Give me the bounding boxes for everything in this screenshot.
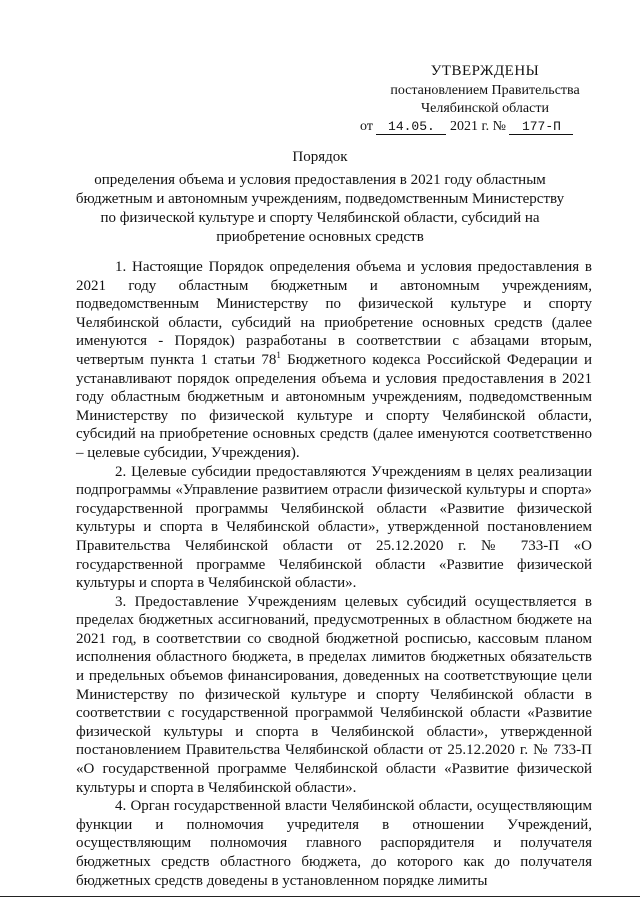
document-title (70, 148, 570, 247)
title-text: определения объема и условия предоставления в 2021 году областным бюджетным и автономным учреждениям, подведомственным Министерству по физической культуре и спорту Челябинской области, субсидий на приобретение основных средств (75, 172, 565, 245)
paragraph-3: 3. Предоставление Учреждениям целевых субсидий осуществляется в пределах бюджетных ассигнований, предусмотренных в областном бюджете на 2021 год, в соответствии со сводной бюджетной росписью, кассовым планом исполнения областного бюджета, в пределах лимитов бюджетных обязательств и предельных объемов финансирования, доведенных на соответствующие цели Министерству по физической культуре и спорту Челябинской области в соответствии с государственной программой Челябинской области «Развитие физической культуры и спорта в Челябинской области», утвержденной постановлением Правительства Челябинской области от 25.12.2020 г. № 733-П «О государственной программе Челябинской области «Развитие физической культуры и спорта в Челябинской области». (76, 593, 592, 796)
approval-line-1: постановлением Правительства (390, 83, 580, 98)
approval-block (360, 62, 610, 136)
approval-year-number-label: 2021 г. № (449, 119, 506, 134)
paragraph-1 (76, 258, 592, 463)
approval-number: 177-П (509, 119, 573, 135)
page-bottom-border (0, 896, 640, 897)
paragraph-2: 2. Целевые субсидии предоставляются Учреждениям в целях реализации подпрограммы «Управление развитием отрасли физической культуры и спорта» государственной программы Челябинской области «Развитие физической культуры и спорта в Челябинской области», утвержденной постановлением Правительства Челябинской области от 25.12.2020 г. № 733-П «О государственной программе Челябинской области «Развитие физической культуры и спорта в Челябинской области». (76, 463, 592, 592)
approval-heading: УТВЕРЖДЕНЫ (430, 63, 540, 79)
paragraph-4: 4. Орган государственной власти Челябинской области, осуществляющим функции и полномочия учредителя в отношении Учреждений, осуществляющим полномочия главного распорядителя и получателя бюджетных средств областного бюджета, до которого как до получателя бюджетных средств доведены в установленном порядке лимиты (76, 798, 592, 889)
document-body (76, 258, 592, 890)
title-word: Порядок (292, 149, 348, 165)
paragraph-1-text-a: 1. Настоящие Порядок определения объема и условия предоставления в 2021 году областным бюджетным и автономным учреждениям, подведомственным Министерству по физической культуре и спорту Челябинской области, субсидий на приобретение основных средств (далее именуются - Порядок) разработаны в соответствии с абзацами вторым, четвертым пункта 1 статьи 78 (76, 259, 592, 368)
date-prefix: от (360, 119, 373, 134)
paragraph-1-superscript: 1 (276, 349, 281, 360)
approval-line-2: Челябинской области (421, 101, 549, 116)
approval-date-line (360, 118, 610, 136)
approval-date: 14.05. (376, 119, 446, 135)
paragraph-1-text-b: Бюджетного кодекса Российской Федерации и устанавливают порядок определения объема и условия предоставления в 2021 году областным бюджетным и автономным учреждениям, подведомственным Министерству по физической культуре и спорту Челябинской области, субсидий на приобретение основных средств (далее именуются соответственно – целевые субсидии, Учреждения). (76, 351, 592, 461)
